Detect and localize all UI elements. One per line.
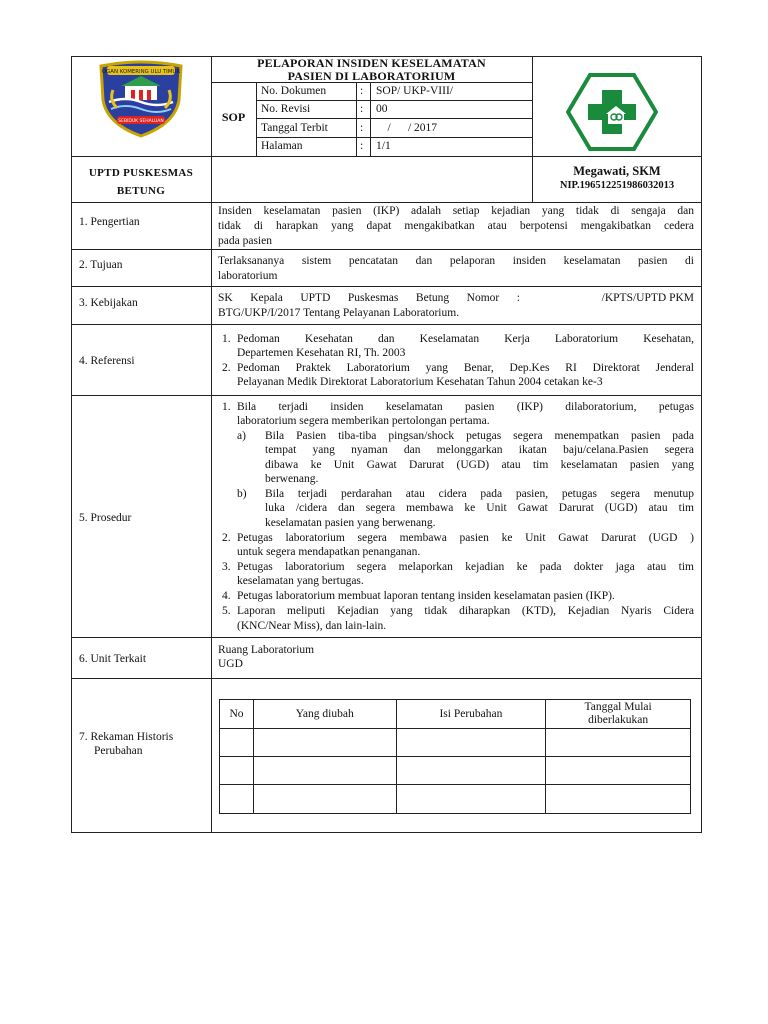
pengertian-line: Insiden keselamatan pasien (IKP) adalah setiap kejadian yang tidak di sengaja dan [218, 205, 694, 217]
table-row [220, 729, 691, 757]
table-cell [253, 757, 396, 785]
prosedur-sub-number: b) [237, 488, 247, 500]
field-label-tanggal-terbit: Tanggal Terbit [261, 122, 328, 134]
puskesmas-logo [566, 72, 658, 152]
table-header-no: No [220, 700, 254, 729]
svg-text:OGAN KOMERING ULU TIMUR: OGAN KOMERING ULU TIMUR [101, 69, 181, 75]
organization-name-line2: BETUNG [116, 185, 166, 197]
rekaman-label-line1: 7. Rekaman Historis [79, 731, 174, 743]
prosedur-sub-line: luka /cidera dan segera membawa ke Unit Gawat Darurat (UGD) atau tim [265, 502, 694, 514]
signer-block [532, 164, 702, 192]
prosedur-sub-line: tempat yang nyaman dan melonggarkan ikatan baju/celana.Pasien segera [265, 444, 694, 456]
table-row [220, 785, 691, 814]
field-value-no-dokumen: SOP/ UKP-VIII/ [376, 85, 453, 97]
section-label-prosedur: 5. Prosedur [79, 512, 132, 524]
section-label-rekaman [79, 730, 173, 758]
field-value-halaman: 1/1 [376, 140, 391, 152]
prosedur-sub-line: keselamatan pasien yang berwenang. [265, 517, 436, 529]
table-cell [396, 729, 546, 757]
tujuan-line: laboratorium [218, 270, 278, 282]
section-label-unit-terkait: 6. Unit Terkait [79, 653, 147, 665]
prosedur-number: 4. [222, 590, 231, 602]
field-label-no-revisi: No. Revisi [261, 103, 311, 115]
table-cell [220, 757, 254, 785]
table-cell [546, 729, 691, 757]
table-cell [220, 729, 254, 757]
table-cell [396, 757, 546, 785]
kebijakan-line2: BTG/UKP/I/2017 Tentang Pelayanan Laboratorium. [218, 307, 460, 319]
regency-emblem-logo [95, 60, 187, 138]
field-label-no-dokumen: No. Dokumen [261, 85, 327, 97]
prosedur-line: Petugas laboratorium segera membawa pasien ke Unit Gawat Darurat (UGD ) [237, 532, 694, 544]
referensi-line: Departemen Kesehatan RI, Th. 2003 [237, 347, 406, 359]
revision-history-table [219, 699, 691, 814]
table-header-isi-perubahan: Isi Perubahan [396, 700, 546, 729]
prosedur-sub-number: a) [237, 430, 246, 442]
referensi-number: 1. [222, 333, 231, 345]
table-row [220, 757, 691, 785]
pengertian-line: pada pasien [218, 235, 272, 247]
table-cell [253, 729, 396, 757]
prosedur-sub-line: dibawa ke Unit Gawat Darurat (UGD) atau tim keselamatan pasien yang [265, 459, 694, 471]
unit-terkait-line: UGD [218, 658, 243, 670]
table-cell [220, 785, 254, 814]
sop-label: SOP [221, 110, 246, 124]
prosedur-line: Bila terjadi insiden keselamatan pasien (IKP) dilaboratorium, petugas [237, 401, 694, 413]
prosedur-sub-line: Bila Pasien tiba-tiba pingsan/shock petugas segera menempatkan pasien pada [265, 430, 694, 442]
table-header-tanggal-mulai [546, 700, 691, 729]
field-sep: : [360, 103, 364, 115]
prosedur-line: untuk segera mendapatkan penanganan. [237, 546, 421, 558]
prosedur-line: laboratorium segera memberikan pertolongan pertama. [237, 415, 490, 427]
prosedur-line: (KNC/Near Miss), dan lain-lain. [237, 620, 387, 632]
field-value-tanggal-terbit: / / 2017 [376, 122, 438, 134]
document-title [211, 57, 532, 83]
prosedur-number: 2. [222, 532, 231, 544]
rekaman-label-line2: Perubahan [94, 745, 143, 757]
kebijakan-line1-right: /KPTS/UPTD PKM [601, 292, 694, 304]
section-label-kebijakan: 3. Kebijakan [79, 297, 138, 309]
document-title-line2: PASIEN DI LABORATORIUM [287, 69, 456, 83]
referensi-line: Pedoman Kesehatan dan Keselamatan Kerja Laboratorium Kesehatan, [237, 333, 694, 345]
field-sep: : [360, 122, 364, 134]
prosedur-number: 3. [222, 561, 231, 573]
referensi-line: Pelayanan Medik Direktorat Laboratorium Kesehatan Tahun 2004 cetakan ke-3 [237, 376, 603, 388]
prosedur-number: 1. [222, 401, 231, 413]
kebijakan-line1-left: SK Kepala UPTD Puskesmas Betung Nomor : [218, 292, 520, 304]
table-header-yang-diubah: Yang diubah [253, 700, 396, 729]
field-value-no-revisi: 00 [376, 103, 388, 115]
table-cell [546, 757, 691, 785]
field-label-halaman: Halaman [261, 140, 303, 152]
svg-text:SEBIDUK SEHALUAN: SEBIDUK SEHALUAN [118, 119, 164, 124]
prosedur-sub-line: berwenang. [265, 473, 319, 485]
prosedur-line: Petugas laboratorium membuat laporan tentang insiden keselamatan pasien (IKP). [237, 590, 615, 602]
tujuan-line: Terlaksananya sistem pencatatan dan pelaporan insiden keselamatan pasien di [218, 255, 694, 267]
table-cell [546, 785, 691, 814]
document-title-line1: PELAPORAN INSIDEN KESELAMATAN [257, 56, 486, 70]
organization-name [71, 164, 211, 200]
prosedur-line: keselamatan yang bertugas. [237, 575, 364, 587]
table-cell [396, 785, 546, 814]
table-header-tanggal-line1: Tanggal Mulai [584, 701, 652, 713]
section-label-tujuan: 2. Tujuan [79, 259, 123, 271]
referensi-number: 2. [222, 362, 231, 374]
signer-nip: NIP.196512251986032013 [559, 180, 675, 191]
referensi-line: Pedoman Praktek Laboratorium yang Benar, Dep.Kes RI Direktorat Jenderal [237, 362, 694, 374]
prosedur-line: Petugas laboratorium segera melaporkan kejadian ke pada dokter jaga atau tim [237, 561, 694, 573]
section-label-referensi: 4. Referensi [79, 355, 135, 367]
organization-name-line1: UPTD PUSKESMAS [88, 167, 194, 179]
section-label-pengertian: 1. Pengertian [79, 216, 140, 228]
prosedur-number: 5. [222, 605, 231, 617]
unit-terkait-line: Ruang Laboratorium [218, 644, 315, 656]
field-sep: : [360, 140, 364, 152]
table-cell [253, 785, 396, 814]
table-header-tanggal-line2: diberlakukan [588, 714, 649, 726]
field-sep: : [360, 85, 364, 97]
prosedur-line: Laporan meliputi Kejadian yang tidak diharapkan (KTD), Kejadian Nyaris Cidera [237, 605, 694, 617]
prosedur-sub-line: Bila terjadi perdarahan atau cidera pada pasien, petugas segera menutup [265, 488, 694, 500]
signer-name: Megawati, SKM [573, 164, 661, 178]
pengertian-line: tidak di harapkan yang dapat mengakibatkan atau berpotensi mengakibatkan cedera [218, 220, 694, 232]
